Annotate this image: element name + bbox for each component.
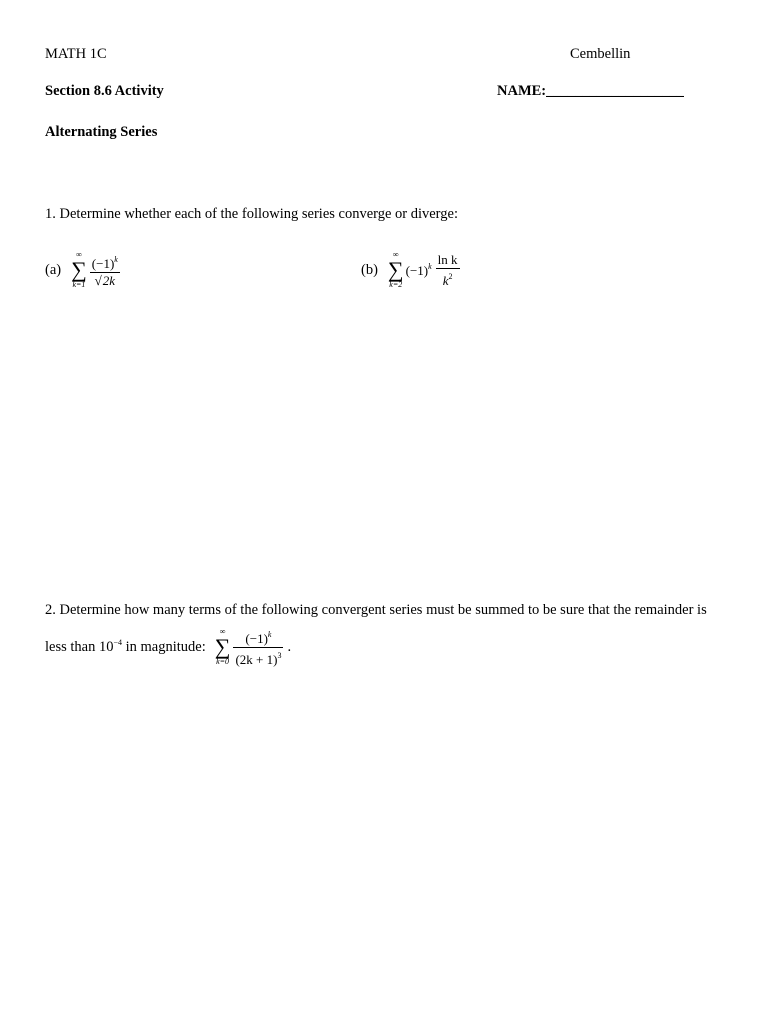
question-1b-sum <box>388 251 404 289</box>
question-1b-fraction <box>436 252 460 289</box>
question-1b-label: (b) <box>361 261 378 278</box>
course-name: MATH 1C <box>45 46 107 62</box>
fraction-denominator: √2k <box>90 272 120 289</box>
question-1a-fraction <box>90 252 120 289</box>
question-1b <box>361 248 460 292</box>
sum-lower-limit: k=2 <box>389 280 403 289</box>
sigma-symbol: ∑ <box>214 634 231 659</box>
sum-lower-limit: k=1 <box>72 280 86 289</box>
instructor-name: Cembellin <box>570 46 631 62</box>
alternating-factor: $(-1)^k$ <box>405 261 432 278</box>
fraction-denominator: $(2k + 1)^3$ <box>233 647 283 668</box>
fraction-denominator: $k^2$ <box>436 268 460 289</box>
topic-title: Alternating Series <box>45 124 158 140</box>
fraction-numerator: $(-1)^k$ <box>245 629 272 646</box>
magnitude-text: less than $10^{-4}$ in magnitude: <box>45 638 206 655</box>
sigma-symbol: ∑ <box>387 257 404 282</box>
question-2-line2 <box>45 624 291 670</box>
question-1a <box>45 248 120 292</box>
section-title: Section 8.6 Activity <box>45 83 164 99</box>
sum-upper-limit: ∞ <box>392 250 399 259</box>
sum-upper-limit: ∞ <box>219 627 226 636</box>
fraction-numerator: ln k <box>437 251 458 267</box>
question-1a-label: (a) <box>45 261 62 278</box>
sum-lower-limit: k=0 <box>216 657 230 666</box>
question-2-prompt: 2. Determine how many terms of the following convergent series must be summed to be sure that the remainder is <box>45 602 707 618</box>
question-1-prompt: 1. Determine whether each of the following series converge or diverge: <box>45 206 458 222</box>
period: . <box>287 638 292 655</box>
sigma-symbol: ∑ <box>71 257 87 282</box>
question-2-fraction <box>233 627 283 668</box>
fraction-numerator: $(-1)^k$ <box>91 254 118 271</box>
question-1a-sum <box>71 251 87 289</box>
name-field-label: NAME:___________________ <box>497 83 684 99</box>
question-2-sum <box>215 628 231 666</box>
sum-upper-limit: ∞ <box>76 250 82 259</box>
